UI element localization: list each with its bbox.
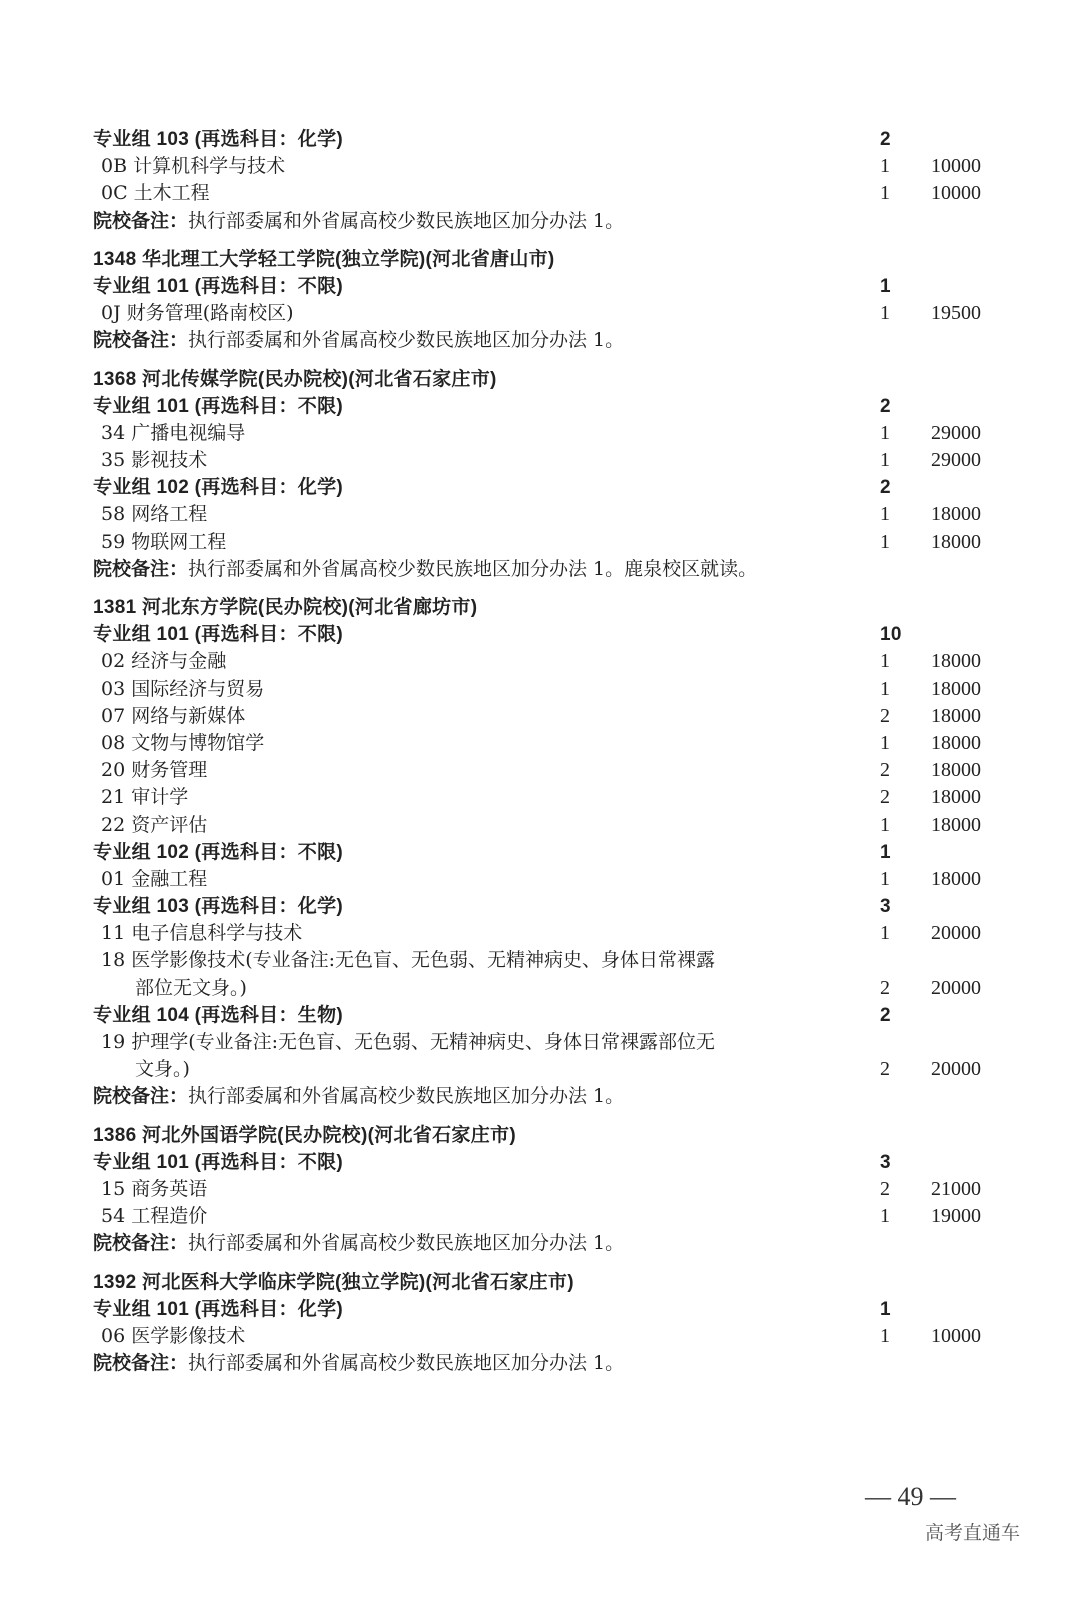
plan-count: 2 bbox=[880, 1058, 890, 1081]
school-header bbox=[93, 366, 993, 393]
note-label: 院校备注： bbox=[93, 1353, 189, 1375]
school-name: 1348 华北理工大学轻工学院(独立学院)(河北省唐山市) bbox=[93, 248, 555, 270]
major-group-header bbox=[93, 893, 993, 920]
group-label: 专业组 102 (再选科目：不限) bbox=[93, 841, 344, 863]
tuition-fee: 20000 bbox=[931, 976, 981, 999]
school-note bbox=[93, 1350, 993, 1377]
tuition-fee: 18000 bbox=[931, 530, 981, 553]
note-text: 执行部委属和外省属高校少数民族地区加分办法 1。 bbox=[188, 209, 625, 232]
school-header bbox=[93, 1122, 993, 1149]
school-note bbox=[93, 1230, 993, 1257]
major-item bbox=[93, 676, 993, 703]
major-group-header bbox=[93, 474, 993, 501]
note-label: 院校备注： bbox=[93, 1233, 189, 1255]
note-text: 执行部委属和外省属高校少数民族地区加分办法 1。 bbox=[188, 1085, 625, 1108]
note-label: 院校备注： bbox=[93, 210, 189, 232]
major-name: 22 资产评估 bbox=[101, 813, 208, 836]
tuition-fee: 18000 bbox=[931, 704, 981, 727]
major-item bbox=[93, 730, 993, 757]
school-note bbox=[93, 327, 993, 354]
plan-count: 1 bbox=[880, 650, 890, 673]
major-group-header bbox=[93, 1149, 993, 1176]
group-label: 专业组 101 (再选科目：不限) bbox=[93, 275, 344, 297]
major-group-header bbox=[93, 621, 993, 648]
major-group-header bbox=[93, 1296, 993, 1323]
tuition-fee: 29000 bbox=[931, 421, 981, 444]
major-item bbox=[93, 180, 993, 207]
major-name: 07 网络与新媒体 bbox=[101, 704, 246, 727]
plan-count: 1 bbox=[880, 421, 890, 444]
major-item bbox=[93, 812, 993, 839]
tuition-fee: 29000 bbox=[931, 449, 981, 472]
major-group-header bbox=[93, 1002, 993, 1029]
watermark: 高考直通车 bbox=[925, 1522, 1021, 1544]
school-note bbox=[93, 208, 993, 235]
note-text: 执行部委属和外省属高校少数民族地区加分办法 1。鹿泉校区就读。 bbox=[188, 557, 758, 580]
group-label: 专业组 104 (再选科目：生物) bbox=[93, 1004, 344, 1026]
note-text: 执行部委属和外省属高校少数民族地区加分办法 1。 bbox=[188, 1232, 625, 1255]
major-group-header bbox=[93, 839, 993, 866]
major-item bbox=[93, 1323, 993, 1350]
plan-count: 1 bbox=[880, 530, 890, 553]
major-item bbox=[93, 866, 993, 893]
school-section bbox=[93, 246, 993, 355]
school-section bbox=[93, 594, 993, 1111]
tuition-fee: 18000 bbox=[931, 731, 981, 754]
major-name: 20 财务管理 bbox=[101, 759, 208, 782]
major-name: 03 国际经济与贸易 bbox=[101, 677, 265, 700]
major-name: 0J 财务管理(路南校区) bbox=[101, 302, 294, 325]
note-text: 执行部委属和外省属高校少数民族地区加分办法 1。 bbox=[188, 329, 625, 352]
major-item bbox=[93, 300, 993, 327]
tuition-fee: 18000 bbox=[931, 867, 981, 890]
plan-count: 2 bbox=[880, 704, 890, 727]
group-count: 1 bbox=[880, 1298, 891, 1320]
major-name: 18 医学影像技术(专业备注:无色盲、无色弱、无精神病史、身体日常裸露 bbox=[101, 949, 716, 972]
plan-count: 2 bbox=[880, 976, 890, 999]
school-name: 1386 河北外国语学院(民办院校)(河北省石家庄市) bbox=[93, 1124, 516, 1146]
group-count: 2 bbox=[880, 395, 891, 417]
note-text: 执行部委属和外省属高校少数民族地区加分办法 1。 bbox=[188, 1352, 625, 1375]
school-name: 1392 河北医科大学临床学院(独立学院)(河北省石家庄市) bbox=[93, 1271, 574, 1293]
tuition-fee: 18000 bbox=[931, 813, 981, 836]
major-name: 0B 计算机科学与技术 bbox=[101, 155, 286, 178]
major-item bbox=[93, 1029, 993, 1056]
school-note bbox=[93, 1083, 993, 1110]
major-name: 文身。) bbox=[135, 1058, 190, 1081]
plan-count: 1 bbox=[880, 731, 890, 754]
major-name: 59 物联网工程 bbox=[101, 530, 227, 553]
school-section bbox=[93, 1122, 993, 1258]
school-section bbox=[93, 1269, 993, 1378]
major-item bbox=[93, 920, 993, 947]
plan-count: 2 bbox=[880, 759, 890, 782]
major-item bbox=[93, 947, 993, 974]
group-count: 3 bbox=[880, 896, 891, 918]
tuition-fee: 21000 bbox=[931, 1177, 981, 1200]
group-count: 10 bbox=[880, 624, 902, 646]
major-item bbox=[93, 975, 993, 1002]
group-count: 2 bbox=[880, 477, 891, 499]
plan-count: 1 bbox=[880, 302, 890, 325]
note-label: 院校备注： bbox=[93, 1086, 189, 1108]
tuition-fee: 10000 bbox=[931, 155, 981, 178]
group-count: 3 bbox=[880, 1151, 891, 1173]
tuition-fee: 18000 bbox=[931, 677, 981, 700]
plan-count: 2 bbox=[880, 1177, 890, 1200]
plan-count: 1 bbox=[880, 677, 890, 700]
major-item bbox=[93, 1176, 993, 1203]
group-count: 2 bbox=[880, 1004, 891, 1026]
major-name: 11 电子信息科学与技术 bbox=[101, 922, 303, 945]
plan-count: 1 bbox=[880, 1324, 890, 1347]
tuition-fee: 18000 bbox=[931, 503, 981, 526]
major-group-header bbox=[93, 273, 993, 300]
school-section bbox=[93, 366, 993, 584]
major-name: 02 经济与金融 bbox=[101, 650, 227, 673]
major-name: 08 文物与博物馆学 bbox=[101, 731, 265, 754]
major-name: 06 医学影像技术 bbox=[101, 1324, 246, 1347]
school-header bbox=[93, 1269, 993, 1296]
note-label: 院校备注： bbox=[93, 558, 189, 580]
group-label: 专业组 101 (再选科目：不限) bbox=[93, 395, 344, 417]
tuition-fee: 18000 bbox=[931, 786, 981, 809]
major-item bbox=[93, 757, 993, 784]
major-item bbox=[93, 153, 993, 180]
tuition-fee: 18000 bbox=[931, 650, 981, 673]
major-name: 01 金融工程 bbox=[101, 867, 208, 890]
major-name: 58 网络工程 bbox=[101, 503, 208, 526]
plan-count: 1 bbox=[880, 155, 890, 178]
plan-count: 1 bbox=[880, 867, 890, 890]
tuition-fee: 19000 bbox=[931, 1205, 981, 1228]
major-name: 34 广播电视编导 bbox=[101, 421, 246, 444]
major-name: 54 工程造价 bbox=[101, 1205, 208, 1228]
major-group-header bbox=[93, 126, 993, 153]
plan-count: 1 bbox=[880, 503, 890, 526]
school-note bbox=[93, 556, 993, 583]
major-name: 15 商务英语 bbox=[101, 1177, 208, 1200]
tuition-fee: 19500 bbox=[931, 302, 981, 325]
group-label: 专业组 103 (再选科目：化学) bbox=[93, 896, 344, 918]
note-label: 院校备注： bbox=[93, 330, 189, 352]
major-name: 0C 土木工程 bbox=[101, 182, 210, 205]
page-number: — 49 — bbox=[865, 1482, 956, 1511]
major-item bbox=[93, 703, 993, 730]
major-item bbox=[93, 648, 993, 675]
major-item bbox=[93, 784, 993, 811]
major-name: 21 审计学 bbox=[101, 786, 189, 809]
school-header bbox=[93, 246, 993, 273]
group-label: 专业组 103 (再选科目：化学) bbox=[93, 129, 344, 150]
tuition-fee: 20000 bbox=[931, 1058, 981, 1081]
school-header bbox=[93, 594, 993, 621]
plan-count: 1 bbox=[880, 922, 890, 945]
group-label: 专业组 102 (再选科目：化学) bbox=[93, 477, 344, 499]
major-group-header bbox=[93, 393, 993, 420]
tuition-fee: 10000 bbox=[931, 182, 981, 205]
major-name: 部位无文身。) bbox=[135, 976, 247, 999]
plan-count: 2 bbox=[880, 786, 890, 809]
group-count: 2 bbox=[880, 129, 891, 150]
major-item bbox=[93, 1203, 993, 1230]
group-count: 1 bbox=[880, 841, 891, 863]
major-item bbox=[93, 447, 993, 474]
major-item bbox=[93, 529, 993, 556]
tuition-fee: 10000 bbox=[931, 1324, 981, 1347]
major-name: 19 护理学(专业备注:无色盲、无色弱、无精神病史、身体日常裸露部位无 bbox=[101, 1031, 716, 1053]
school-section bbox=[93, 126, 993, 235]
admission-plan-list bbox=[93, 126, 993, 1377]
plan-count: 1 bbox=[880, 813, 890, 836]
school-name: 1368 河北传媒学院(民办院校)(河北省石家庄市) bbox=[93, 368, 497, 390]
group-label: 专业组 101 (再选科目：不限) bbox=[93, 1151, 344, 1173]
tuition-fee: 20000 bbox=[931, 922, 981, 945]
group-label: 专业组 101 (再选科目：不限) bbox=[93, 624, 344, 646]
major-item bbox=[93, 1056, 993, 1083]
school-name: 1381 河北东方学院(民办院校)(河北省廊坊市) bbox=[93, 597, 478, 618]
tuition-fee: 18000 bbox=[931, 759, 981, 782]
major-name: 35 影视技术 bbox=[101, 449, 208, 472]
plan-count: 1 bbox=[880, 449, 890, 472]
major-item bbox=[93, 420, 993, 447]
group-label: 专业组 101 (再选科目：化学) bbox=[93, 1298, 344, 1320]
major-item bbox=[93, 501, 993, 528]
plan-count: 1 bbox=[880, 1205, 890, 1228]
plan-count: 1 bbox=[880, 182, 890, 205]
group-count: 1 bbox=[880, 275, 891, 297]
